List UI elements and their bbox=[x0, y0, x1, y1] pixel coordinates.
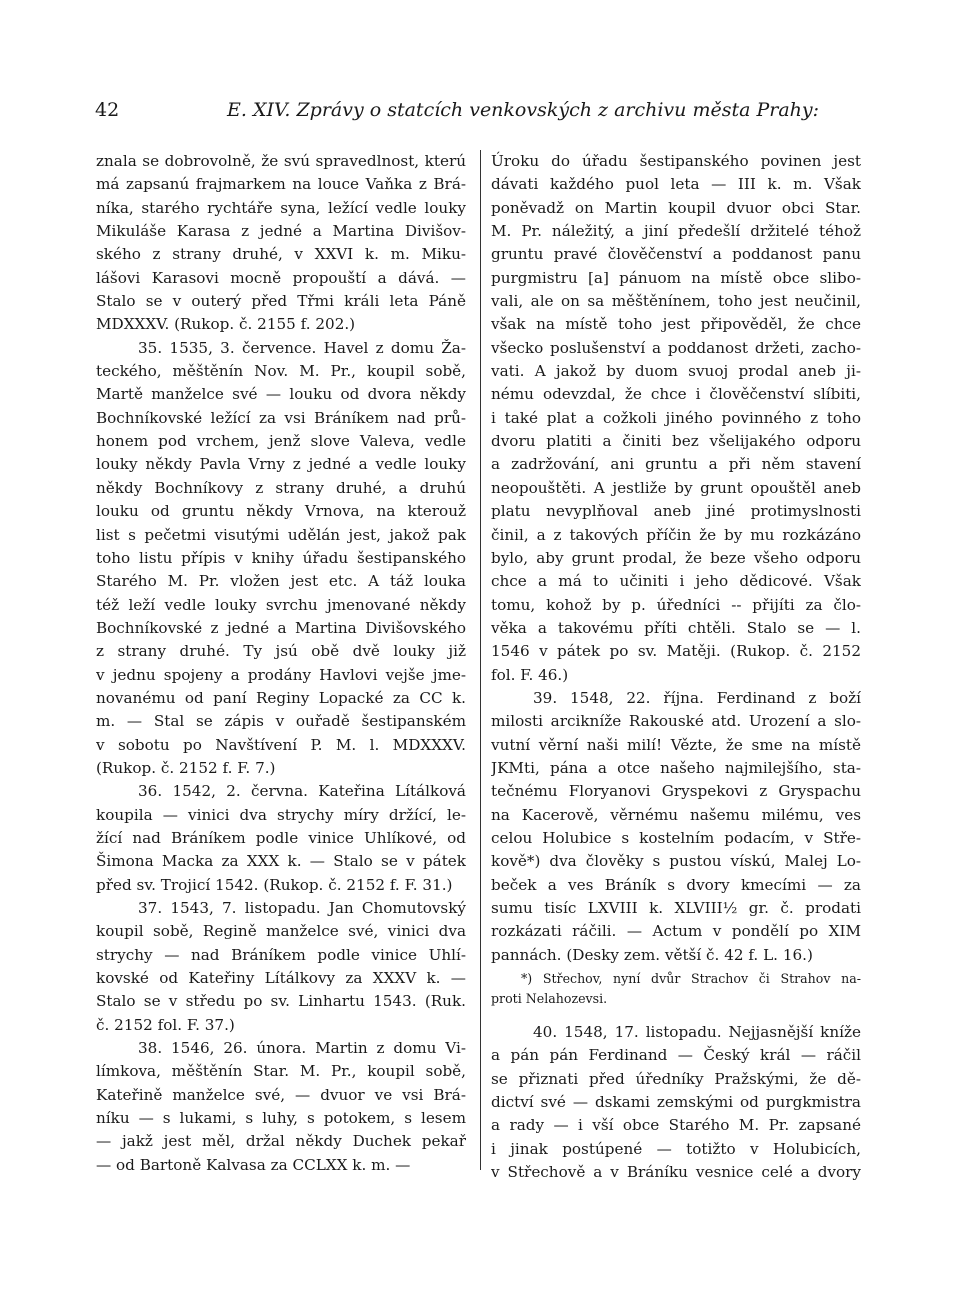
text-line: límkova, měštěnín Star. M. Pr., koupil sobě, bbox=[96, 1062, 466, 1081]
text-line: Martě manželce své — louku od dvora někdy bbox=[96, 385, 466, 404]
page-header bbox=[95, 99, 867, 129]
text-line: 40. 1548, 17. listopadu. Nejjasnější kníže bbox=[533, 1023, 861, 1042]
text-line: novanému od paní Reginy Lopacké za CC k. bbox=[96, 688, 466, 707]
text-line: na Kacerově, věrnému našemu milému, ves bbox=[491, 805, 861, 824]
text-line: se přiznati před úředníky Pražskými, že dě- bbox=[491, 1069, 861, 1088]
text-line: v jednu spojeny a prodány Havlovi vejše jme- bbox=[96, 665, 466, 684]
text-line: dictví své — dskami zemskými od purgkmistra bbox=[491, 1093, 861, 1112]
text-line: 37. 1543, 7. listopadu. Jan Chomutovský bbox=[138, 899, 466, 917]
text-line: dvoru platiti a činiti bez všelijakého odporu bbox=[491, 432, 861, 451]
text-line: však na místě toho jest připověděl, že chce bbox=[491, 315, 861, 334]
text-line: *) Střechov, nyní dvůr Strachov či Strahov na- bbox=[521, 971, 861, 987]
text-line: — jakž jest měl, držal někdy Duchek pekař bbox=[96, 1132, 466, 1151]
text-line: teckého, měštěnín Nov. M. Pr., koupil sobě, bbox=[96, 362, 466, 381]
text-line: JKMti, pána a otce našeho najmilejšího, sta- bbox=[491, 758, 861, 777]
text-line: všecko poslušenství a poddanost držeti, zacho- bbox=[491, 338, 861, 357]
text-line: MDXXXV. (Rukop. č. 2155 f. 202.) bbox=[96, 315, 356, 334]
text-line: a zadržování, ani gruntu a při něm stavení bbox=[491, 455, 861, 474]
text-line: beček a ves Bráník s dvory kmecími — za bbox=[491, 875, 861, 894]
text-line: poněvadž on Martin koupil dvuor obci Star. bbox=[491, 198, 861, 217]
right-column bbox=[491, 150, 861, 1184]
right-column-text-after bbox=[491, 1021, 861, 1184]
text-line: list s pečetmi visutými udělán jest, jakož pak bbox=[96, 525, 466, 544]
text-line: v Střechově a v Bráníku vesnice celé a dvory bbox=[491, 1163, 861, 1182]
footnote bbox=[491, 969, 861, 1009]
text-line: purgmistru [a] pánuom na místě obce slibo- bbox=[491, 268, 861, 287]
text-line: tomu, kohož by p. úředníci -- přijíti za člo- bbox=[491, 595, 861, 614]
text-line: má zapsanú frajmarkem na louce Vaňka z Brá- bbox=[96, 175, 466, 194]
text-line: 1546 v pátek po sv. Matěji. (Rukop. č. 2152 bbox=[491, 642, 861, 661]
text-line: před sv. Trojicí 1542. (Rukop. č. 2152 f. F. 31.) bbox=[96, 875, 453, 894]
text-line: č. 2152 fol. F. 37.) bbox=[96, 1015, 235, 1034]
text-line: Bochníkovské z jedné a Martina Divišovského bbox=[96, 618, 466, 637]
text-line: — od Bartoně Kalvasa za CCLXX k. m. — bbox=[96, 1155, 411, 1174]
text-line: proti Nelahozevsi. bbox=[491, 991, 608, 1007]
page-number: 42 bbox=[95, 99, 120, 121]
text-line: a pán pán Ferdinand — Český král — ráčil bbox=[491, 1046, 861, 1065]
text-line: gruntu pravé člověčenství a poddanost panu bbox=[491, 245, 861, 264]
text-line: pannách. (Desky zem. větší č. 42 f. L. 16.) bbox=[491, 945, 813, 964]
text-line: Bochníkovské ležící za vsi Bráníkem nad prů- bbox=[96, 408, 466, 427]
text-line: vutní věrní naši milí! Vězte, že sme na místě bbox=[491, 735, 861, 754]
text-line: 38. 1546, 26. února. Martin z domu Vi- bbox=[138, 1039, 466, 1058]
text-line: kovské od Kateřiny Lítálkovy za XXXV k. — bbox=[96, 969, 466, 988]
text-line: koupila — vinici dva strychy míry držící, le- bbox=[96, 805, 466, 824]
text-line: Starého M. Pr. vložen jest etc. A táž louka bbox=[96, 572, 466, 591]
text-line: milosti arcikníže Rakouské atd. Urození a slo- bbox=[491, 712, 861, 731]
running-title: E. XIV. Zprávy o statcích venkovských z archivu města Prahy: bbox=[227, 99, 820, 121]
text-line: celou Holubice s kostelním podacím, v Stře- bbox=[491, 828, 861, 847]
text-line: rozkázati ráčili. — Actum v pondělí po XIM bbox=[491, 922, 861, 941]
text-line: níka, starého rychtáře syna, ležící vedle louky bbox=[96, 198, 466, 217]
text-line: i také plat a cožkoli jiného povinného z toho bbox=[491, 408, 861, 427]
text-line: žící nad Bráníkem podle vinice Uhlíkové, od bbox=[96, 828, 466, 847]
text-line: toho listu přípis v knihy úřadu šestipanského bbox=[96, 548, 466, 567]
text-line: a rady — i vší obce Starého M. Pr. zapsané bbox=[491, 1116, 861, 1135]
footnote-gap bbox=[491, 1009, 861, 1021]
text-line: 35. 1535, 3. července. Havel z domu Ža- bbox=[138, 338, 466, 357]
text-line: Úroku do úřadu šestipanského povinen jest bbox=[491, 152, 861, 170]
text-line: m. — Stal se zápis v ouřadě šestipanském bbox=[96, 712, 466, 731]
text-line: vati. A jakož by duom svuoj prodal aneb ji- bbox=[491, 362, 861, 381]
text-line: kově*) dva člověky s pustou vískú, Malej Lo- bbox=[491, 852, 861, 871]
text-line: v sobotu po Navštívení P. M. l. MDXXXV. bbox=[96, 735, 466, 754]
text-line: louky někdy Pavla Vrny z jedné a vedle louky bbox=[96, 455, 466, 474]
text-line: 36. 1542, 2. června. Kateřina Lítálková bbox=[138, 782, 466, 801]
text-line: lášovi Karasovi mocně propouští a dává. — bbox=[96, 268, 466, 287]
text-line: vali, ale on sa měštěnínem, toho jest neučinil, bbox=[491, 292, 861, 311]
text-line: též leží vedle louky svrchu jmenované někdy bbox=[96, 595, 466, 614]
text-line: Stalo se v středu po sv. Linhartu 1543. (Ruk. bbox=[96, 992, 466, 1011]
text-line: koupil sobě, Regině manželce své, vinici dva bbox=[96, 922, 466, 941]
text-line: fol. F. 46.) bbox=[491, 665, 569, 684]
text-line: neopouštěti. A jestliže by grunt opouštěl aneb bbox=[491, 478, 861, 497]
text-line: znala se dobrovolně, že svú spravedlnost, kterú bbox=[96, 152, 466, 170]
text-line: níku — s lukami, s luhy, s potokem, s lesem bbox=[96, 1109, 466, 1128]
text-line: i jinak postúpené — totižto v Holubicích, bbox=[491, 1139, 861, 1158]
right-column-text bbox=[491, 150, 861, 967]
text-line: sumu tisíc LXVIII k. XLVIII½ gr. č. prodati bbox=[491, 899, 861, 917]
text-line: 39. 1548, 22. října. Ferdinand z boží bbox=[533, 688, 861, 707]
text-line: Mikuláše Karasa z jedné a Martina Divišov- bbox=[96, 222, 466, 241]
text-line: nému odevzdal, že chce i člověčenství slíbiti, bbox=[491, 385, 861, 404]
text-line: Kateřině manželce své, — dvuor ve vsi Brá- bbox=[96, 1085, 466, 1104]
text-line: dávati každého puol leta — III k. m. Však bbox=[491, 175, 861, 194]
text-line: M. Pr. náležitý, a jiní předešlí držitelé téhož bbox=[491, 222, 861, 241]
text-line: ského z strany druhé, v XXVI k. m. Miku- bbox=[96, 245, 466, 264]
text-line: činil, a z takových příčin že by mu rozkázáno bbox=[491, 525, 861, 544]
text-line: strychy — nad Bráníkem podle vinice Uhlí- bbox=[96, 945, 466, 964]
text-line: věka a takovému příti chtěli. Stalo se — l. bbox=[491, 618, 861, 637]
text-line: Stalo se v outerý před Třmi králi leta Páně bbox=[96, 292, 466, 311]
text-line: platu nevyplňoval aneb jiné protimyslnosti bbox=[491, 502, 861, 521]
text-line: někdy Bochníkovy z strany druhé, a druhú bbox=[96, 478, 466, 497]
text-line: honem pod vrchem, jenž slove Valeva, vedle bbox=[96, 432, 466, 451]
column-divider bbox=[480, 150, 481, 1170]
text-line: chce a má to učiniti i jeho dědicové. Však bbox=[491, 572, 861, 591]
text-line: Šimona Macka za XXX k. — Stalo se v pátek bbox=[96, 852, 466, 871]
text-line: bylo, aby grunt prodal, že beze všeho odporu bbox=[491, 548, 861, 567]
text-line: z strany druhé. Ty jsú obě dvě louky již bbox=[96, 642, 466, 661]
text-line: tečnému Floryanovi Gryspekovi z Gryspachu bbox=[491, 782, 861, 801]
left-column bbox=[96, 150, 466, 1177]
text-line: (Rukop. č. 2152 f. F. 7.) bbox=[96, 758, 276, 777]
text-line: louku od gruntu někdy Vrnova, na kterouž bbox=[96, 502, 466, 521]
